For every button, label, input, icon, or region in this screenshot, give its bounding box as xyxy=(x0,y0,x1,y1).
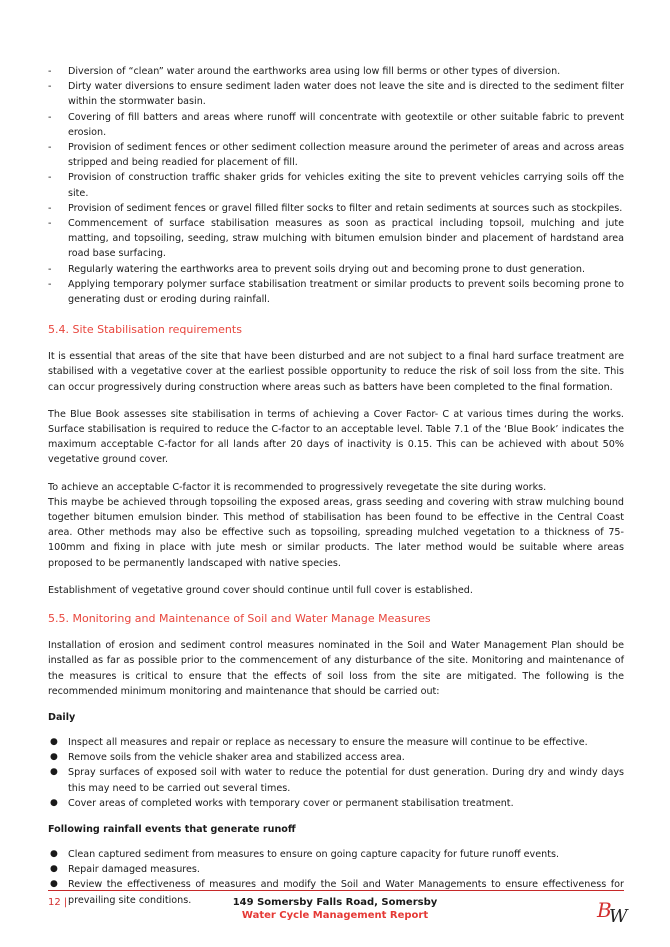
company-logo-icon xyxy=(595,891,629,925)
footer-divider xyxy=(48,890,624,891)
paragraph: To achieve an acceptable C-factor it is recommended to progressively revegetate the site during works. xyxy=(48,481,547,493)
paragraph: The Blue Book assesses site stabilisation in terms of achieving a Cover Factor- C at various times during the works. Surface stabilisation is required to reduce the C-factor to an acceptable level. Table 7.1 of the ‘Blue Book’ indicates the maximum acceptable C-factor for all lands after 20 days of inactivity is 0.15. This can be achieved with about 50% vegetative ground cover. xyxy=(48,408,624,466)
list-item: - Commencement of surface stabilisation measures as soon as practical including topsoil, mulching and jute matting, and topsoiling, seeding, straw mulching with bitumen emulsion binder and placement of hardstand area road base surfacing. xyxy=(48,218,624,260)
paragraph: It is essential that areas of the site that have been disturbed and are not subject to a final hard surface treatment are stabilised with a vegetative cover at the earliest possible opportunity to reduce the risk of soil loss from the site. This can occur progressively during construction where areas such as batters have been completed to the final formation. xyxy=(48,351,624,393)
list-item: - Covering of fill batters and areas where runoff will concentrate with geotextile or other suitable fabric to prevent erosion. xyxy=(48,111,624,138)
section-heading-5-5: 5.5. Monitoring and Maintenance of Soil and Water Manage Measures xyxy=(48,612,431,626)
footer-report-title: Water Cycle Management Report xyxy=(241,910,429,921)
list-item: ● Inspect all measures and repair or replace as necessary to ensure the measure will continue to be effective. xyxy=(50,736,588,748)
section-heading-5-4: 5.4. Site Stabilisation requirements xyxy=(48,323,242,337)
paragraph: Establishment of vegetative ground cover should continue until full cover is established. xyxy=(48,584,473,596)
mitigation-list xyxy=(48,64,624,307)
list-item: ● Cover areas of completed works with temporary cover or permanent stabilisation treatment. xyxy=(50,797,514,809)
svg-text:W: W xyxy=(609,906,628,925)
footer-address: 149 Somersby Falls Road, Somersby xyxy=(232,897,438,908)
list-item: ● Remove soils from the vehicle shaker area and stabilized access area. xyxy=(50,752,405,764)
paragraph: Installation of erosion and sediment control measures nominated in the Soil and Water Management Plan should be installed as far as possible prior to the commencement of any disturbance of the site. Monitoring and maintenance of the measures is critical to ensure that the effects of soil loss from the site are mitigated. The following is the recommended minimum monitoring and maintenance that should be carried out: xyxy=(48,640,624,697)
list-item: ● Repair damaged measures. xyxy=(50,864,200,876)
list-item: ● Review the effectiveness of measures and modify the Soil and Water Managements to ensure effectiveness for prevailing site conditions. xyxy=(50,879,624,906)
paragraph: This maybe be achieved through topsoiling the exposed areas, grass seeding and covering with straw mulching bound together bitumen emulsion binder. This method of stabilisation has been found to be effective in the Central Coast area. Other methods may also be effective such as topsoiling, spreading mulched vegetation to a thickness of 75-100mm and fixing in place with jute mesh or similar products. The later method would be suitable where areas proposed to be permanently landscaped with native species. xyxy=(48,496,624,569)
subheading-daily: Daily xyxy=(48,711,76,723)
list-item: - Provision of sediment fences or other sediment collection measure around the perimeter of areas and across areas stripped and being readied for placement of fill. xyxy=(48,142,624,169)
subheading-rainfall: Following rainfall events that generate runoff xyxy=(48,823,296,835)
page-number: 12 | xyxy=(48,897,68,908)
list-item: - Applying temporary polymer surface stabilisation treatment or similar products to prevent soils becoming prone to generating dust or eroding during rainfall. xyxy=(48,278,624,306)
daily-list xyxy=(48,735,624,811)
list-item: - Provision of sediment fences or gravel filled filter socks to filter and retain sediments at sources such as stockpiles. xyxy=(48,202,623,214)
svg-text:B: B xyxy=(597,898,612,922)
list-item: ● Spray surfaces of exposed soil with water to reduce the potential for dust generation. During dry and windy days this may need to be carried out several times. xyxy=(50,767,624,794)
page-body xyxy=(48,64,624,908)
list-item: - Provision of construction traffic shaker grids for vehicles exiting the site to prevent vehicles carrying soils off the site. xyxy=(48,172,624,199)
list-item: - Dirty water diversions to ensure sediment laden water does not leave the site and is directed to the sediment filter within the stormwater basin. xyxy=(48,81,624,108)
list-item: - Regularly watering the earthworks area to prevent soils drying out and becoming prone to dust generation. xyxy=(48,263,586,275)
list-item: - Diversion of “clean” water around the earthworks area using low fill berms or other types of diversion. xyxy=(48,66,561,77)
list-item: ● Clean captured sediment from measures to ensure on going capture capacity for future runoff events. xyxy=(50,848,560,860)
